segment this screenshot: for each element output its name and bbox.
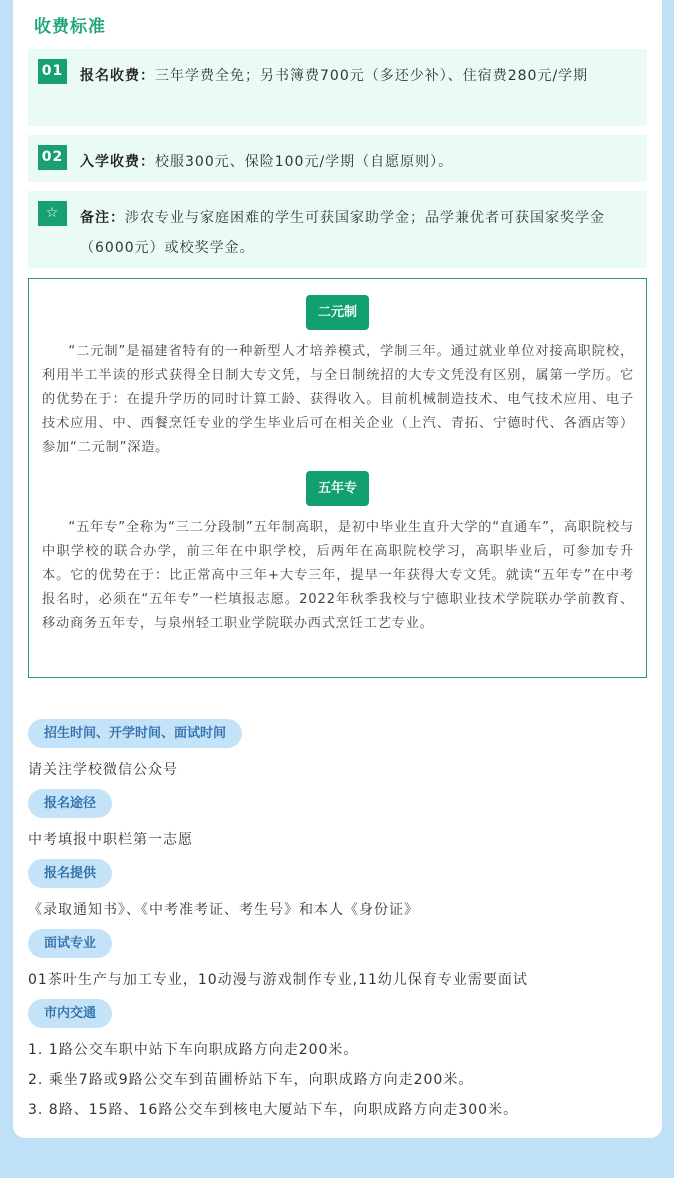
fee-row-note — [28, 191, 647, 268]
fee-text — [80, 61, 637, 91]
info-tag-documents: 报名提供 — [28, 859, 112, 888]
info-tag-registration-method: 报名途径 — [28, 789, 112, 818]
fee-detail: 三年学费全免；另书簿费700元（多还少补）、住宿费280元/学期 — [155, 68, 589, 84]
info-line: 2. 乘坐7路或9路公交车到苗圃桥站下车，向职成路方向走200米。 — [28, 1072, 474, 1088]
info-tag-times: 招生时间、开学时间、面试时间 — [28, 719, 242, 748]
fee-text — [80, 203, 637, 263]
fee-label: 备注： — [80, 210, 125, 226]
fee-label: 入学收费： — [80, 154, 155, 170]
info-line: 01茶叶生产与加工专业，10动漫与游戏制作专业,11幼儿保育专业需要面试 — [28, 972, 528, 988]
info-tag-transport: 市内交通 — [28, 999, 112, 1028]
fee-number-badge: 02 — [38, 145, 67, 170]
fee-label: 报名收费： — [80, 68, 155, 84]
info-line: 3. 8路、15路、16路公交车到核电大厦站下车，向职成路方向走300米。 — [28, 1102, 519, 1118]
fee-row-registration — [28, 49, 647, 126]
program-title-wunianzhuan: 五年专 — [306, 471, 369, 506]
info-line: 《录取通知书》、《中考准考证、考生号》和本人《身份证》 — [28, 902, 419, 918]
info-line: 中考填报中职栏第一志愿 — [28, 832, 193, 848]
info-line: 请关注学校微信公众号 — [28, 762, 178, 778]
fee-text — [80, 147, 637, 177]
info-line: 1. 1路公交车职中站下车向职成路方向走200米。 — [28, 1042, 359, 1058]
star-icon: ☆ — [38, 201, 67, 226]
programs-box — [28, 278, 647, 678]
program-title-eryuanzhi: 二元制 — [306, 295, 369, 330]
fee-detail: 涉农专业与家庭困难的学生可获国家助学金；品学兼优者可获国家奖学金（6000元）或校奖学金。 — [80, 210, 605, 256]
fee-row-enrollment — [28, 135, 647, 182]
info-tag-interview-majors: 面试专业 — [28, 929, 112, 958]
fee-number-badge: 01 — [38, 59, 67, 84]
section-title: 收费标准 — [34, 17, 106, 37]
program-description: “二元制”是福建省特有的一种新型人才培养模式，学制三年。通过就业单位对接高职院校，利用半工半读的形式获得全日制大专文凭，与全日制统招的大专文凭没有区别，属第一学历。它的优势在于：在提升学历的同时计算工龄、获得收入。目前机械制造技术、电气技术应用、电子技术应用、中、西餐烹饪专业的学生毕业后可在相关企业（上汽、青拓、宁德时代、各酒店等）参加“二元制”深造。 — [42, 344, 634, 455]
program-description: “五年专”全称为“三二分段制”五年制高职，是初中毕业生直升大学的“直通车”，高职院校与中职学校的联合办学，前三年在中职学校，后两年在高职院校学习，高职毕业后，可参加专升本。它的优势在于：比正常高中三年+大专三年，提早一年获得大专文凭。就读“五年专”在中考报名时，必须在“五年专”一栏填报志愿。2022年秋季我校与宁德职业技术学院联办学前教育、移动商务五年专，与泉州轻工职业学院联办西式烹饪工艺专业。 — [42, 520, 634, 631]
content-card — [13, 0, 662, 1138]
fee-detail: 校服300元、保险100元/学期（自愿原则）。 — [155, 154, 454, 170]
